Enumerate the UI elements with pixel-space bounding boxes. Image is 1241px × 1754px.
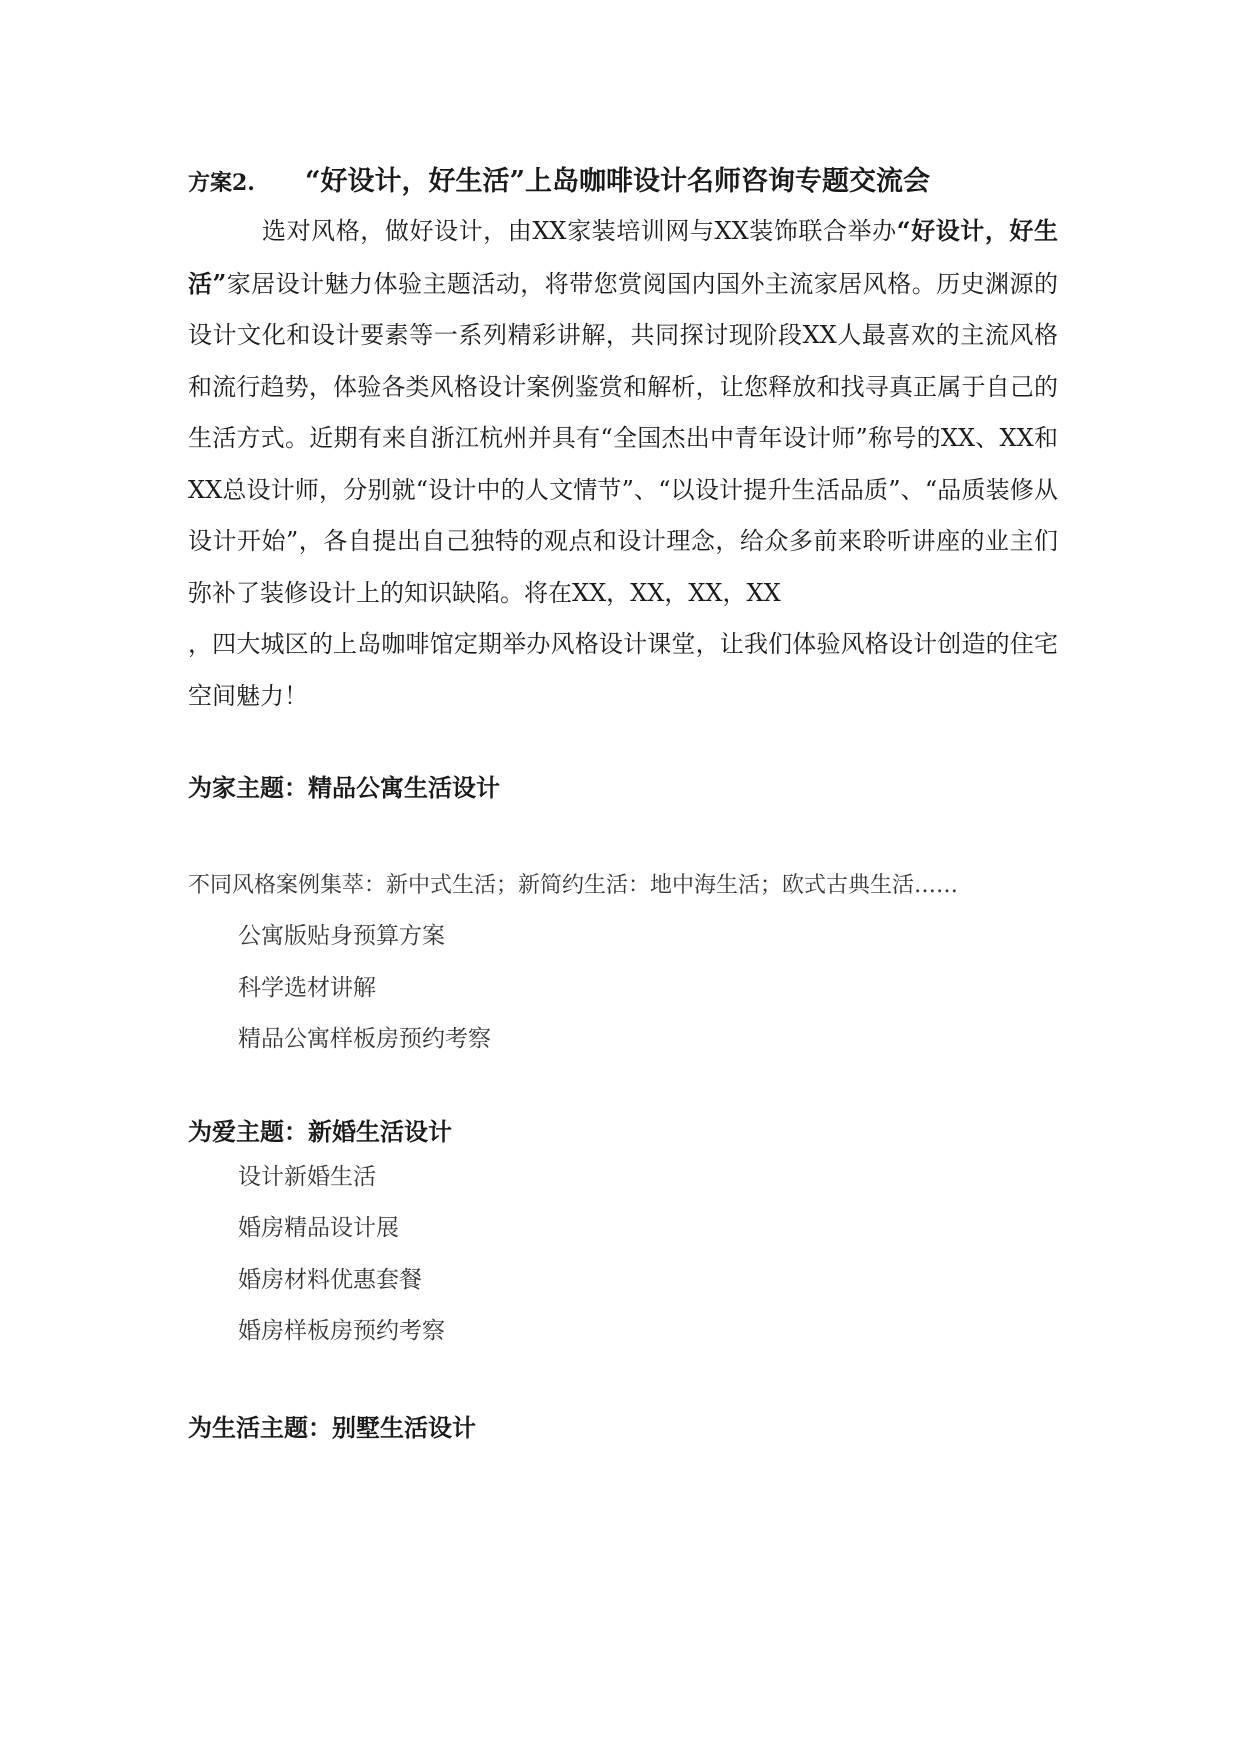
document-title xyxy=(188,160,1058,205)
document-page xyxy=(188,160,1058,1448)
list-item: 精品公寓样板房预约考察 xyxy=(238,1026,491,1052)
love-theme-list xyxy=(188,1152,1058,1358)
intro-lead: 选对风格，做好设计，由XX家装培训网与XX装饰联合举办 xyxy=(262,217,897,245)
list-item: 婚房样板房预约考察 xyxy=(238,1318,445,1344)
list-item: 婚房精品设计展 xyxy=(238,1215,399,1241)
title-prefix: 方案2. xyxy=(188,170,255,196)
intro-body: 家居设计魅力体验主题活动，将带您赏阅国内国外主流家居风格。历史渊源的设计文化和设计要素等一系列精彩讲解，共同探讨现阶段XX人最喜欢的主流风格和流行趋势，体验各类风格设计案例鉴赏和解析，让您释放和找寻真正属于自己的生活方式。近期有来自浙江杭州并具有“全国杰出中青年设计师”称号的XX、XX和XX总设计师，分别就“设计中的人文情节”、“以设计提升生活品质”、“品质装修从设计开始”，各自提出自己独特的观点和设计理念，给众多前来聆听讲座的业主们弥补了装修设计上的知识缺陷。将在XX，XX，XX，XX xyxy=(188,269,1059,607)
list-item: 公寓版贴身预算方案 xyxy=(238,923,445,949)
list-item: 婚房材料优惠套餐 xyxy=(238,1266,422,1293)
title-text: “好设计，好生活”上岛咖啡设计名师咨询专题交流会 xyxy=(304,166,931,197)
intro-bold-phrase: “好设计，好生活” xyxy=(188,216,1058,298)
home-theme-list xyxy=(188,911,1058,1066)
section-heading-home: 为家主题：精品公寓生活设计 xyxy=(188,773,500,802)
section-heading-love: 为爱主题：新婚生活设计 xyxy=(188,1116,452,1146)
list-item: 科学选材讲解 xyxy=(238,974,376,1001)
list-item: 设计新婚生活 xyxy=(238,1163,376,1190)
section-heading-life: 为生活主题：别墅生活设计 xyxy=(188,1412,476,1442)
intro-paragraph xyxy=(188,205,1058,722)
styles-line: 不同风格案例集萃：新中式生活；新简约生活：地中海生活；欧式古典生活…… xyxy=(188,873,959,898)
intro-tail: ，四大城区的上岛咖啡馆定期举办风格设计课堂，让我们体验风格设计创造的住宅空间魅力！ xyxy=(188,630,1058,710)
